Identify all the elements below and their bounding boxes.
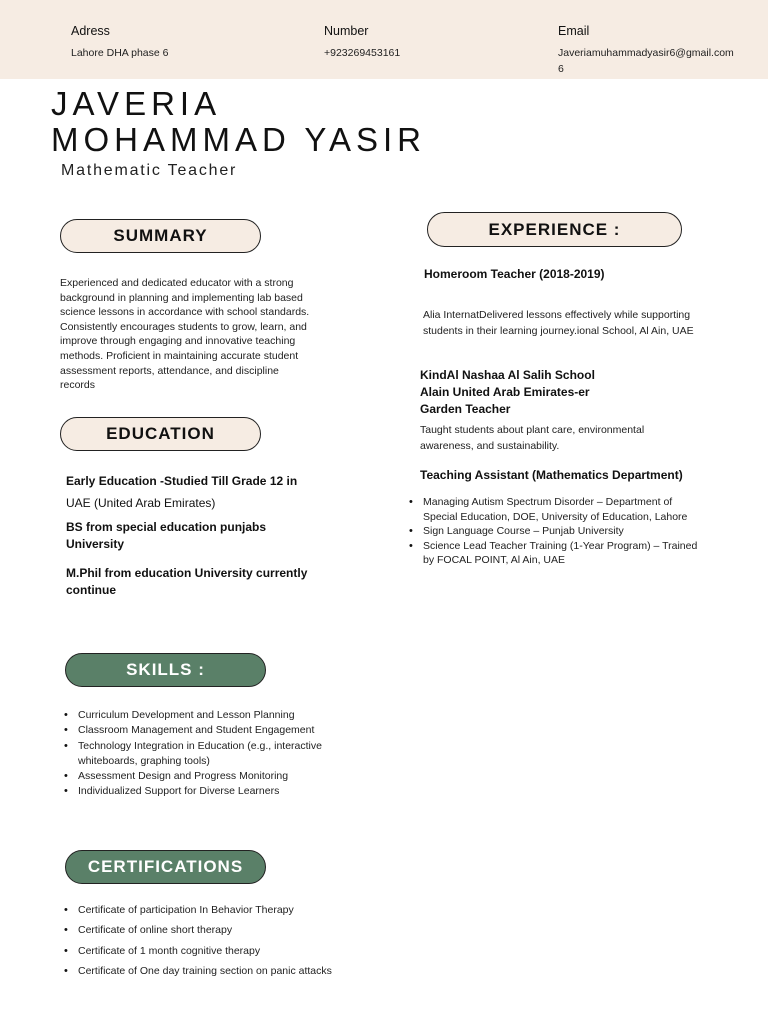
email-value: Javeriamuhammadyasir6@gmail.com6 xyxy=(558,47,734,75)
skills-heading: SKILLS : xyxy=(65,653,266,687)
number-label: Number xyxy=(324,24,369,38)
experience-job3-title: Teaching Assistant (Mathematics Department) xyxy=(420,468,683,482)
education-item-bs: BS from special education punjabs University xyxy=(66,520,267,551)
name-line-last: MOHAMMAD YASIR xyxy=(51,121,426,158)
number-value: +923269453161 xyxy=(324,47,401,59)
list-item: • Managing Autism Spectrum Disorder – Department of Special Education, DOE, University of Education, Lahore xyxy=(409,495,699,524)
address-value: Lahore DHA phase 6 xyxy=(71,47,169,59)
certifications-list xyxy=(64,903,334,984)
certifications-heading: CERTIFICATIONS xyxy=(65,850,266,884)
education-heading: EDUCATION xyxy=(60,417,261,451)
list-item: • Certificate of One day training section on panic attacks xyxy=(64,964,334,979)
experience-heading: EXPERIENCE : xyxy=(427,212,682,247)
person-name xyxy=(51,86,426,158)
email-label: Email xyxy=(558,24,590,38)
list-item: • Science Lead Teacher Training (1-Year Program) – Trained by FOCAL POINT, Al Ain, UAE xyxy=(409,539,699,568)
address-block xyxy=(71,24,168,61)
list-item: • Curriculum Development and Lesson Planning xyxy=(64,708,324,723)
job-role: Mathematic Teacher xyxy=(61,162,238,179)
education-item-mphil: M.Phil from education University currently continue xyxy=(66,566,308,597)
name-line-first: JAVERIA xyxy=(51,85,222,122)
experience-job1-title: Homeroom Teacher (2018-2019) xyxy=(424,267,605,281)
list-item: • Certificate of 1 month cognitive therapy xyxy=(64,944,334,959)
summary-heading: SUMMARY xyxy=(60,219,261,253)
education-item-early: Early Education -Studied Till Grade 12 in xyxy=(66,474,298,488)
experience-job2-title: KindAl Nashaa Al Salih School Alain United Arab Emirates-er Garden Teacher xyxy=(420,368,595,416)
number-block xyxy=(324,24,400,61)
list-item: • Technology Integration in Education (e.g., interactive whiteboards, graphing tools) xyxy=(64,739,324,770)
experience-job2-desc: Taught students about plant care, environmental awareness, and sustainability. xyxy=(420,424,645,452)
list-item: • Assessment Design and Progress Monitoring xyxy=(64,769,324,784)
address-label: Adress xyxy=(71,24,110,38)
list-item: • Certificate of online short therapy xyxy=(64,923,334,938)
contact-bar xyxy=(0,0,768,79)
summary-text: Experienced and dedicated educator with a strong background in planning and implementing lab based science lessons in accordance with school standards. Consistently encourages students to grow, learn, and improve through engaging and innovative teaching methods. Proficient in maintaining accurate student assessment reports, attendance, and discipline records xyxy=(60,277,310,392)
list-item: • Certificate of participation In Behavior Therapy xyxy=(64,903,334,918)
education-item-early-location: UAE (United Arab Emirates) xyxy=(66,496,216,510)
email-block xyxy=(558,24,738,77)
list-item: • Individualized Support for Diverse Learners xyxy=(64,784,324,799)
list-item: • Sign Language Course – Punjab University xyxy=(409,524,699,539)
list-item: • Classroom Management and Student Engagement xyxy=(64,723,324,738)
experience-training-list xyxy=(409,495,699,568)
skills-list xyxy=(64,708,324,800)
experience-job1-desc: Alia InternatDelivered lessons effectively while supporting students in their learning journey.ional School, Al Ain, UAE xyxy=(423,309,694,337)
